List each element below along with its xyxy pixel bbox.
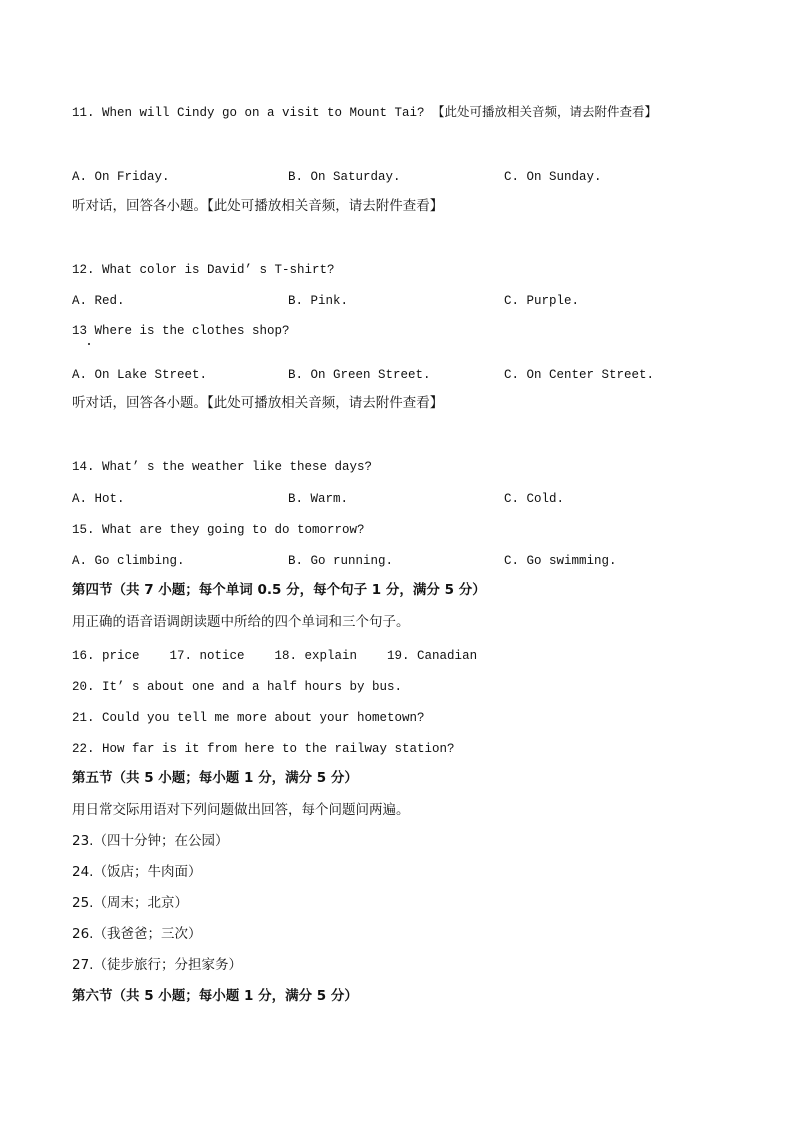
option-b: B. On Saturday. <box>288 170 401 184</box>
instruction-listen-a: 听对话，回答各小题。【此处可播放相关音频，请去附件查看】 <box>72 198 444 214</box>
option-c: C. On Sunday. <box>504 170 602 184</box>
question-13-stem: 13 Where is the clothes shop? <box>72 324 290 338</box>
section-5-instruction: 用日常交际用语对下列问题做出回答，每个问题问两遍。 <box>72 802 410 818</box>
section-5-heading: 第五节（共 5 小题；每小题 1 分，满分 5 分） <box>72 770 358 786</box>
instruction-listen-b: 听对话，回答各小题。【此处可播放相关音频，请去附件查看】 <box>72 395 444 411</box>
option-b: B. Warm. <box>288 492 349 506</box>
sentence-20: 20. It’ s about one and a half hours by bus. <box>72 680 403 694</box>
section-4-words: 16. price 17. notice 18. explain 19. Canadian <box>72 649 478 663</box>
question-14-options <box>0 491 794 507</box>
section-4-instruction: 用正确的语音语调朗读题中所给的四个单词和三个句子。 <box>72 614 410 630</box>
question-12-options <box>0 293 794 309</box>
option-a: A. Go climbing. <box>72 554 185 568</box>
item-25: 25.（周末；北京） <box>72 895 188 911</box>
item-27: 27.（徒步旅行；分担家务） <box>72 957 242 973</box>
option-c: C. Cold. <box>504 492 565 506</box>
option-b: B. Go running. <box>288 554 394 568</box>
option-b: B. On Green Street. <box>288 368 431 382</box>
option-c: C. Go swimming. <box>504 554 617 568</box>
item-23: 23.（四十分钟；在公园） <box>72 833 229 849</box>
question-15-options <box>0 553 794 569</box>
stray-dot <box>88 343 90 345</box>
question-14-stem: 14. What’ s the weather like these days? <box>72 460 373 474</box>
option-a: A. On Lake Street. <box>72 368 208 382</box>
option-c: C. Purple. <box>504 294 580 308</box>
sentence-21: 21. Could you tell me more about your hometown? <box>72 711 425 725</box>
item-24: 24.（饭店；牛肉面） <box>72 864 202 880</box>
question-15-stem: 15. What are they going to do tomorrow? <box>72 523 365 537</box>
question-11-stem: 11. When will Cindy go on a visit to Mount Tai? 【此处可播放相关音频，请去附件查看】 <box>72 106 658 120</box>
section-6-heading: 第六节（共 5 小题；每小题 1 分，满分 5 分） <box>72 988 358 1004</box>
question-11-options <box>0 169 794 185</box>
question-12-stem: 12. What color is David’ s T-shirt? <box>72 263 335 277</box>
option-c: C. On Center Street. <box>504 368 655 382</box>
option-a: A. Hot. <box>72 492 125 506</box>
option-b: B. Pink. <box>288 294 349 308</box>
section-4-heading: 第四节（共 7 小题；每个单词 0.5 分，每个句子 1 分，满分 5 分） <box>72 582 486 598</box>
sentence-22: 22. How far is it from here to the railway station? <box>72 742 455 756</box>
option-a: A. On Friday. <box>72 170 170 184</box>
option-a: A. Red. <box>72 294 125 308</box>
question-13-options <box>0 367 794 383</box>
item-26: 26.（我爸爸；三次） <box>72 926 202 942</box>
